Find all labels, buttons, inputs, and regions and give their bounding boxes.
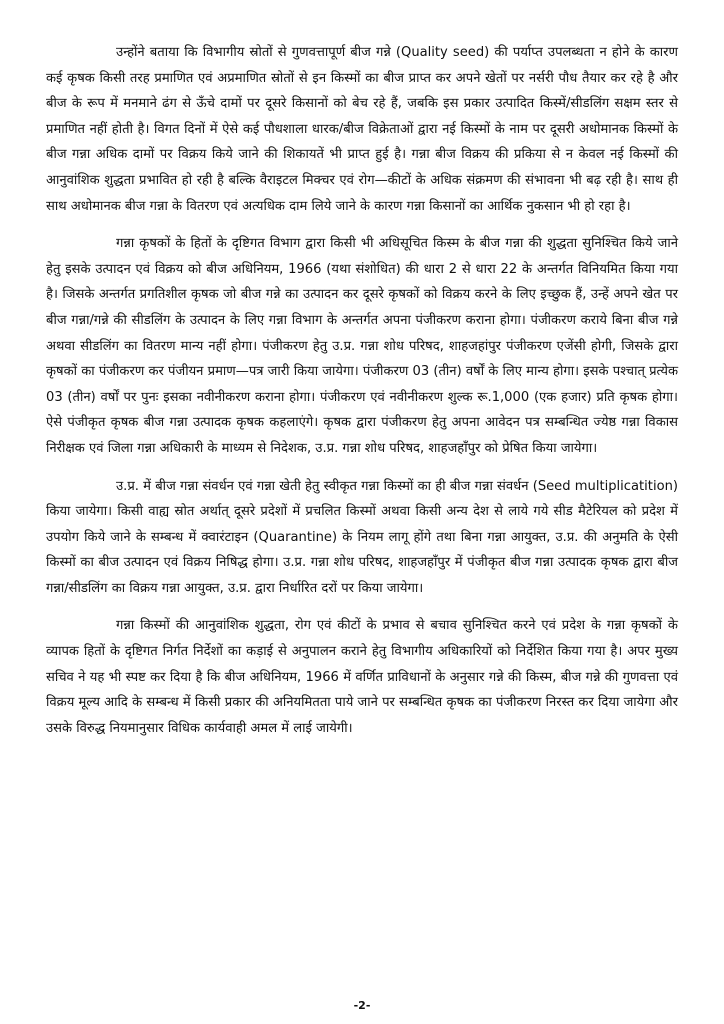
paragraph-registration-process: गन्ना कृषकों के हितों के दृष्टिगत विभाग द्वारा किसी भी अधिसूचित किस्म के बीज गन्ना की शुद्धता सुनिश्चित किये जाने हेतु इसके उत्पादन एवं विक्रय को बीज अधिनियम, 1966 (यथा संशोधित) की धारा 2 से धारा 22 के अन्तर्गत विनियमित किया गया है। जिसके अन्तर्गत प्रगतिशील कृषक जो बीज गन्ने का उत्पादन कर दूसरे कृषकों को विक्रय करने के लिए इच्छुक हैं, उन्हें अपने खेत पर बीज गन्ना/गन्ने की सीडलिंग के उत्पादन के लिए गन्ना विभाग के अन्तर्गत अपना पंजीकरण कराना होगा। पंजीकरण कराये बिना बीज गन्ने अथवा सीडलिंग का वितरण मान्य नहीं होगा। पंजीकरण हेतु उ.प्र. गन्ना शोध परिषद, शाहजहांपुर पंजीकरण एजेंसी होगी, जिसके द्वारा कृषकों का पंजीकरण कर पंजीयन प्रमाण—पत्र जारी किया जायेगा। पंजीकरण 03 (तीन) वर्षों के लिए मान्य होगा। इसके पश्चात् प्रत्येक 03 (तीन) वर्षों पर पुनः इसका नवीनीकरण कराना होगा। पंजीकरण एवं नवीनीकरण शुल्क रू.1,000 (एक हजार) प्रति कृषक होगा। ऐसे पंजीकृत कृषक बीज गन्ना उत्पादक कृषक कहलाएंगे। कृषक द्वारा पंजीकरण हेतु अपना आवेदन पत्र सम्बन्धित ज्येष्ठ गन्ना विकास निरीक्षक एवं जिला गन्ना अधिकारी के माध्यम से निदेशक, उ.प्र. गन्ना शोध परिषद, शाहजहाँपुर को प्रेषित किया जायेगा। bbox=[46, 236, 678, 456]
paragraph-quality-seed-availability: उन्होंने बताया कि विभागीय स्रोतों से गुणवत्तापूर्ण बीज गन्ने (Quality seed) की पर्याप्त उपलब्धता न होने के कारण कई कृषक किसी तरह प्रमाणित एवं अप्रमाणित स्रोतों से इन किस्मों का बीज प्राप्त कर अपने खेतों पर नर्सरी पौध तैयार कर रहे है और बीज के रूप में मनमाने ढंग से ऊँचे दामों पर दूसरे किसानों को बेच रहे हैं, जबकि इस प्रकार उत्पादित किस्में/सीडलिंग सक्षम स्तर से प्रमाणित नहीं होती है। विगत दिनों में ऐसे कई पौधशाला धारक/बीज विक्रेताओं द्वारा नई किस्मों के नाम पर दूसरी अधोमानक किस्मों के बीज गन्ना अधिक दामों पर विक्रय किये जाने की शिकायतें भी प्राप्त हुई है। गन्ना बीज विक्रय की प्रकिया से न केवल नई किस्मों की आनुवांशिक शुद्धता प्रभावित हो रही है बल्कि वैराइटल मिक्चर एवं रोग—कीटों के अधिक संक्रमण की संभावना भी बढ़ रही है। साथ ही साथ अधोमानक बीज गन्ना के वितरण एवं अत्यधिक दाम लिये जाने के कारण गन्ना किसानों का आर्थिक नुकसान भी हो रहा है। bbox=[46, 45, 678, 214]
paragraph-compliance-directions: गन्ना किस्मों की आनुवांशिक शुद्धता, रोग एवं कीटों के प्रभाव से बचाव सुनिश्चित करने एवं प्रदेश के गन्ना कृषकों के व्यापक हितों के दृष्टिगत निर्गत निर्देशों का कड़ाई से अनुपालन कराने हेतु विभागीय अधिकारियों को निर्देशित किया गया है। अपर मुख्य सचिव ने यह भी स्पष्ट कर दिया है कि बीज अधिनियम, 1966 में वर्णित प्राविधानों के अनुसार गन्ने की किस्म, बीज गन्ने की गुणवत्ता एवं विक्रय मूल्य आदि के सम्बन्ध में किसी प्रकार की अनियमितता पाये जाने पर सम्बन्धित कृषक का पंजीकरण निरस्त कर दिया जायेगा और उसके विरुद्ध नियमानुसार विधिक कार्यवाही अमल में लाई जायेगी। bbox=[46, 618, 678, 736]
page-number: -2- bbox=[353, 999, 371, 1012]
paragraph-seed-multiplication-rules: उ.प्र. में बीज गन्ना संवर्धन एवं गन्ना खेती हेतु स्वीकृत गन्ना किस्मों का ही बीज गन्ना संवर्धन (Seed multiplicatition) किया जायेगा। किसी वाह्य स्रोत अर्थात् दूसरे प्रदेशों में प्रचलित किस्मों अथवा किसी अन्य देश से लाये गये सीड मैटेरियल को प्रदेश में उपयोग किये जाने के सम्बन्ध में क्वारंटाइन (Quarantine) के नियम लागू होंगे तथा बिना गन्ना आयुक्त, उ.प्र. की अनुमति के ऐसी किस्मों का बीज उत्पादन एवं विक्रय निषिद्ध होगा। उ.प्र. गन्ना शोध परिषद, शाहजहाँपुर में पंजीकृत बीज गन्ना उत्पादक कृषक द्वारा बीज गन्ना/सीडलिंग का विक्रय गन्ना आयुक्त, उ.प्र. द्वारा निर्धारित दरों पर किया जायेगा। bbox=[46, 478, 678, 596]
